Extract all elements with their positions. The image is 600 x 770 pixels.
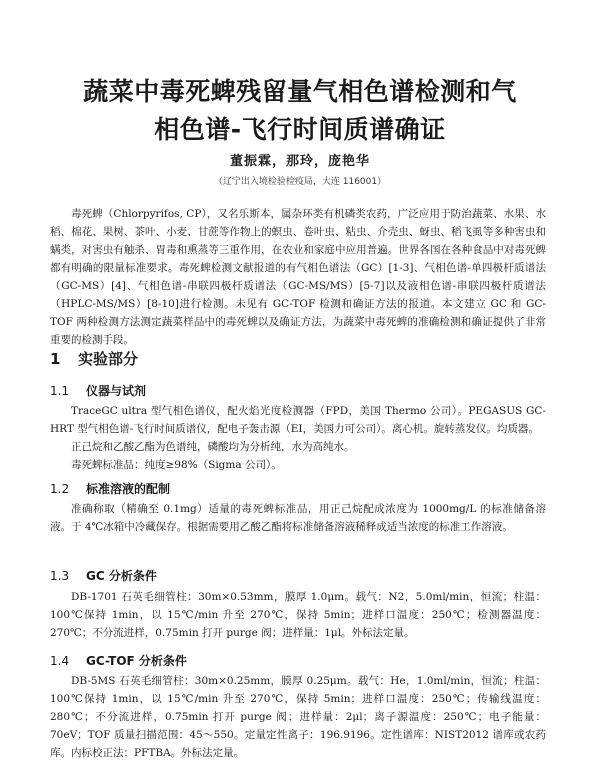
paragraph: 正己烷和乙酸乙酯为色谱纯，磷酸均为分析纯，水为高纯水。 — [71, 441, 355, 453]
subsection-heading-1-4 — [50, 652, 187, 669]
subsection-number: 1.4 — [50, 654, 70, 668]
subsection-title: 仪器与试剂 — [86, 384, 147, 398]
subsection-number: 1.1 — [50, 384, 70, 398]
paragraph: 准确称取（精确至 0.1mg）适量的毒死蜱标准品，用正己烷配成浓度为 1000mg/L 的标准储备溶液。于 4℃冰箱中冷藏保存。根据需要用乙酸乙酯将标准储备溶液稀释成适当浓度的标准工作溶液。 — [50, 503, 546, 533]
section-number: 1 — [50, 350, 61, 368]
subsection-1-2-body — [50, 500, 546, 536]
authors: 董振霖，那玲，庞艳华 — [229, 154, 370, 169]
paragraph: 毒死蜱标准品：纯度≥98%（Sigma 公司）。 — [71, 459, 282, 471]
subsection-1-1-body — [50, 402, 546, 474]
subsection-1-4-body — [50, 672, 546, 762]
section-title: 实验部分 — [78, 350, 139, 368]
paper-title-line-2: 相色谱-飞行时间质谱确证 — [154, 115, 446, 144]
paragraph: DB-1701 石英毛细管柱：30m×0.53mm，膜厚 1.0μm。载气：N2，5.0ml/min，恒流；柱温：100℃保持 1min，以 15℃/min 升至 270℃，保持 5min；进样口温度：250℃；检测器温度：270℃；不分流进样，0.75min 打开 purge 阀；进样量：1μl。外标法定量。 — [50, 591, 546, 639]
subsection-title: GC 分析条件 — [86, 569, 157, 583]
subsection-heading-1-2 — [50, 480, 170, 497]
paragraph: TraceGC ultra 型气相色谱仪，配火焰光度检测器（FPD，美国 Thermo 公司）。PEGASUS GC-HRT 型气相色谱-飞行时间质谱仪，配电子轰击源（EI，美国力可公司）。离心机。旋转蒸发仪。均质器。 — [50, 405, 546, 435]
subsection-heading-1-3 — [50, 567, 157, 584]
section-heading-1 — [50, 348, 138, 369]
subsection-title: GC-TOF 分析条件 — [86, 654, 187, 668]
paragraph: DB-5MS 石英毛细管柱：30m×0.25mm，膜厚 0.25μm。载气：He，1.0ml/min，恒流；柱温：100℃保持 1min，以 15℃/min 升至 270℃，保持 5min；进样口温度：250℃；传输线温度：280℃；不分流进样，0.75min 打开 purge 阀；进样量：2μl；离子源温度：250℃；电子能量：70eV；TOF 质量扫描范围：45～550。定量定性离子：196.9196。定性谱库：NIST2012 谱库或农药库。内标校正法：PFTBA。外标法定量。 — [50, 675, 546, 759]
paper-title-line-1: 蔬菜中毒死蜱残留量气相色谱检测和气 — [83, 77, 517, 106]
intro-paragraph: 毒死蜱（Chlorpyrifos, CP），又名乐斯本，属杂环类有机磷类农药，广泛应用于防治蔬菜、水果、水稻、棉花、果树、茶叶、小麦、甘蔗等作物上的螟虫、卷叶虫、粘虫、介壳虫、蚜虫、稻飞虱等多种害虫和螨类，对害虫有触杀、胃毒和熏蒸等三重作用，在农业和家庭中应用普遍。世界各国在各种食品中对毒死蜱都有明确的限量标准要求。毒死蜱检测文献报道的有气相色谱法（GC）[1-3]、气相色谱-单四极杆质谱法（GC-MS）[4]、气相色谱-串联四极杆质谱法（GC-MS/MS）[5-7]以及液相色谱-串联四极杆质谱法（HPLC-MS/MS）[8-10]进行检测。未见有 GC-TOF 检测和确证方法的报道。本文建立 GC 和 GC-TOF 两种检测方法测定蔬菜样品中的毒死蜱以及确证方法，为蔬菜中毒死蜱的准确检测和确证提供了非常重要的检测手段。 — [50, 208, 546, 346]
subsection-1-3-body — [50, 588, 546, 642]
subsection-title: 标准溶液的配制 — [86, 482, 171, 496]
subsection-number: 1.2 — [50, 482, 70, 496]
subsection-number: 1.3 — [50, 569, 70, 583]
subsection-heading-1-1 — [50, 382, 146, 399]
intro-block — [50, 205, 546, 349]
affiliation: （辽宁出入境检验检疫局，大连 116001） — [213, 177, 387, 187]
